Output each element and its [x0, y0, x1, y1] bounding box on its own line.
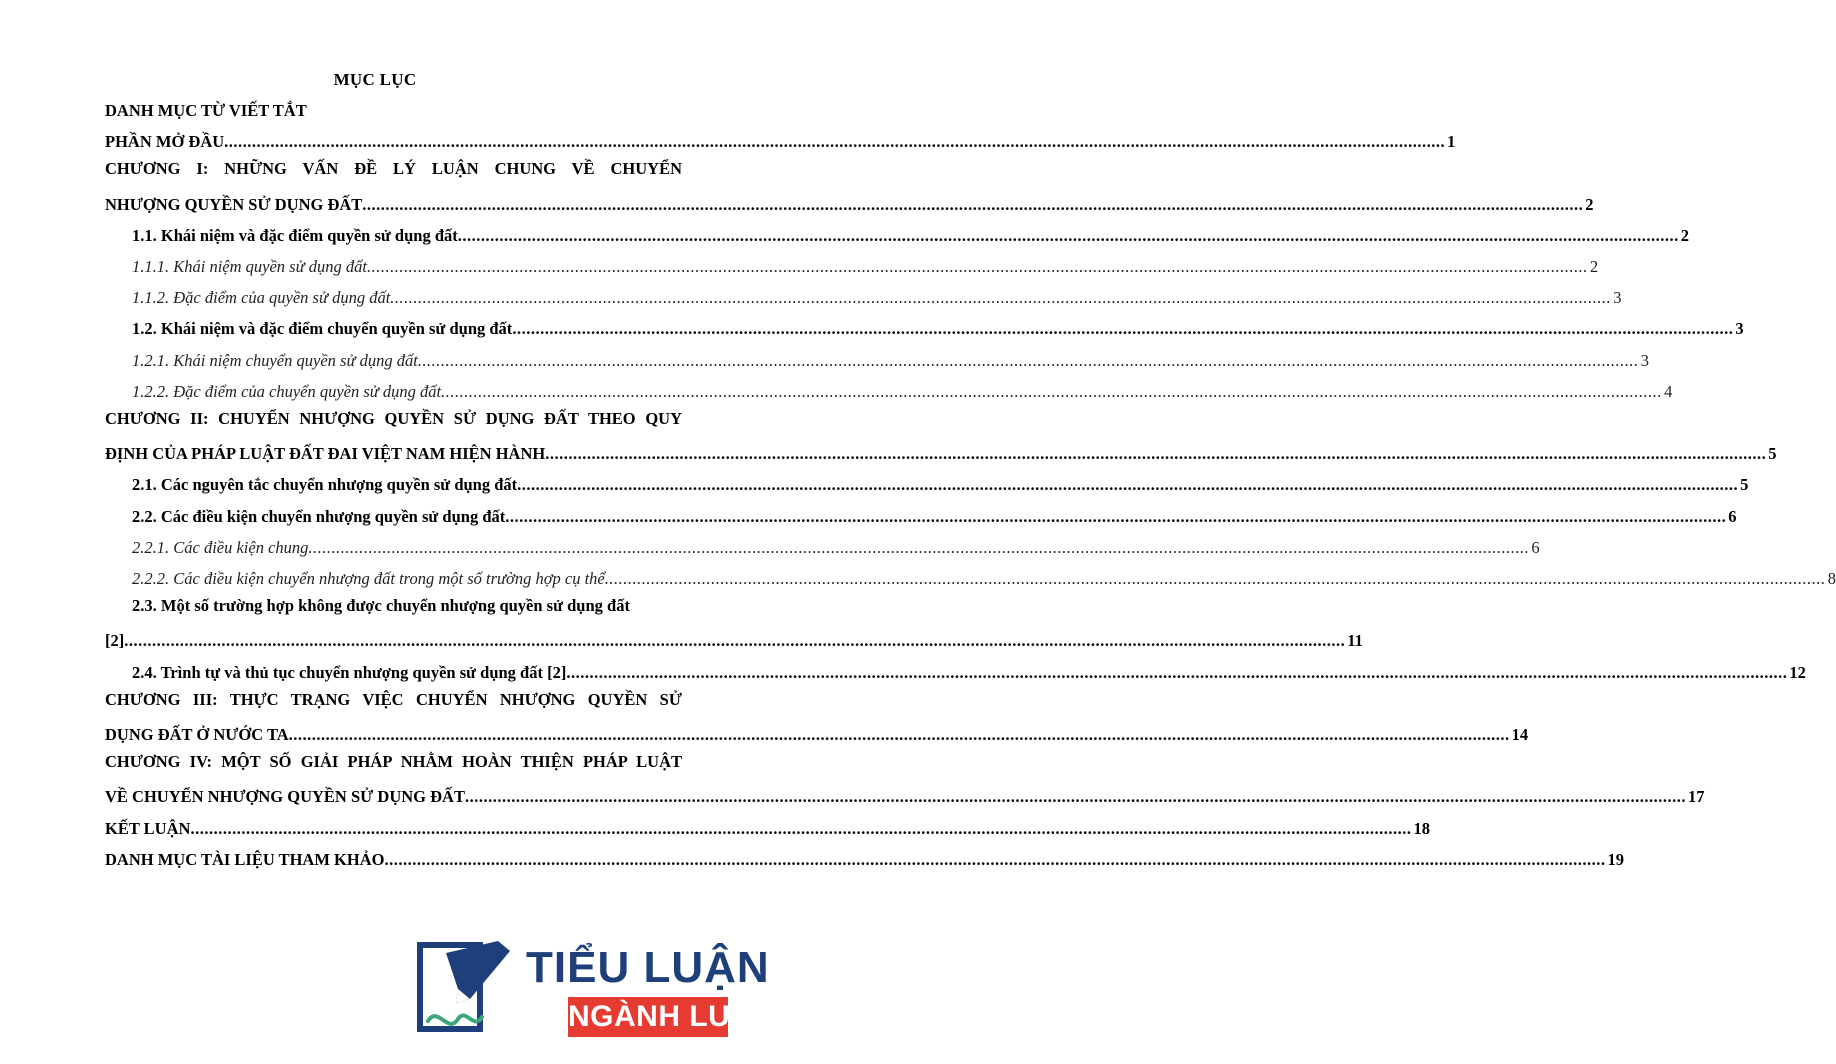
toc-dot-leader — [384, 849, 1605, 871]
toc-entry — [132, 470, 1749, 496]
toc-entry-title: 1.1.2. Đặc điểm của quyền sử dụng đất — [132, 288, 391, 308]
toc-entry — [105, 782, 1705, 808]
toc-entry-title: 2.3. Một số trường hợp không được chuyển nhượng quyền sử dụng đất — [132, 596, 630, 616]
toc-entry-title: DANH MỤC TÀI LIỆU THAM KHẢO — [105, 849, 385, 869]
toc-entry — [132, 377, 1673, 403]
toc-dot-leader — [505, 506, 1726, 528]
toc-dot-leader — [362, 194, 1583, 216]
toc-page-number: 18 — [1413, 818, 1430, 838]
toc-page-number: 4 — [1664, 381, 1673, 401]
toc-entry-title: PHẦN MỞ ĐẦU — [105, 132, 225, 152]
toc-entry — [132, 252, 1599, 278]
toc-page-number: 3 — [1640, 350, 1650, 370]
toc-entry — [132, 346, 1650, 372]
toc-page-number: 3 — [1735, 319, 1744, 339]
toc-entry-title: DANH MỤC TỪ VIẾT TẮT — [105, 101, 307, 120]
brand-logo — [418, 935, 772, 1045]
toc-entry — [132, 283, 1622, 309]
logo-text-top: TIỂU LUẬN — [526, 943, 770, 992]
toc-entry — [132, 314, 1744, 340]
toc-entry-title: NHƯỢNG QUYỀN SỬ DỤNG ĐẤT — [105, 194, 363, 214]
toc-page-number: 2 — [1680, 225, 1690, 245]
toc-page-number: 2 — [1589, 257, 1599, 276]
toc-dot-leader — [289, 724, 1510, 746]
toc-entry-title: KẾT LUẬN — [105, 818, 191, 838]
toc-entry — [105, 845, 1624, 871]
toc-entry — [132, 502, 1737, 528]
toc-entry — [105, 626, 1363, 652]
toc-dot-leader — [465, 786, 1686, 808]
toc-entry — [105, 439, 1777, 465]
toc-dot-leader — [566, 662, 1787, 684]
toc-entry-title: [2] — [105, 631, 125, 651]
toc-entry-title: 2.1. Các nguyên tắc chuyển nhượng quyền sử dụng đất — [132, 475, 518, 495]
toc-entry — [105, 814, 1430, 840]
toc-dot-leader — [441, 381, 1662, 403]
toc-entry — [105, 190, 1594, 216]
toc-page-number: 11 — [1347, 631, 1363, 651]
toc-entry-title: 1.2.2. Đặc điểm của chuyển quyền sử dụng đất — [132, 381, 442, 401]
toc-entry-title: 1.1. Khái niệm và đặc điểm quyền sử dụng đất — [132, 225, 458, 245]
toc-page-number: 14 — [1511, 725, 1529, 744]
toc-page-number: 3 — [1613, 288, 1622, 308]
toc-entry — [132, 658, 1806, 684]
toc-dot-leader — [224, 131, 1445, 153]
toc-page-number: 6 — [1531, 537, 1540, 557]
toc-dot-leader — [458, 225, 1679, 247]
toc-page-number: 17 — [1687, 787, 1705, 807]
toc-entry-title: 2.2. Các điều kiện chuyển nhượng quyền sử dụng đất — [132, 506, 506, 526]
toc-page-number: 12 — [1789, 662, 1806, 682]
toc-entry — [132, 564, 1836, 590]
toc-dot-leader — [190, 818, 1411, 840]
toc-entry-title: CHƯƠNG III: THỰC TRẠNG VIỆC CHUYỂN NHƯỢNG QUYỀN SỬ — [105, 689, 682, 709]
toc-page-number: 5 — [1768, 444, 1777, 464]
toc-entry-title: CHƯƠNG IV: MỘT SỐ GIẢI PHÁP NHẰM HOÀN THIỆN PHÁP LUẬT — [105, 752, 682, 772]
toc-dot-leader — [545, 443, 1766, 465]
toc-entry-title: 2.4. Trình tự và thủ tục chuyển nhượng quyền sử dụng đất [2] — [132, 662, 567, 682]
toc-dot-leader — [517, 474, 1738, 496]
toc-page-number: 6 — [1728, 506, 1737, 526]
toc-dot-leader — [124, 630, 1345, 652]
toc-entry — [105, 751, 682, 777]
toc-entry — [105, 127, 1456, 153]
toc-page-number: 1 — [1447, 132, 1456, 152]
toc-entry — [105, 689, 682, 715]
toc-page-number: 8 — [1827, 569, 1836, 588]
toc-dot-leader — [605, 568, 1826, 590]
toc-entry-title: VỀ CHUYỂN NHƯỢNG QUYỀN SỬ DỤNG ĐẤT — [105, 787, 465, 807]
toc-entry-title: CHƯƠNG I: NHỮNG VẤN ĐỀ LÝ LUẬN CHUNG VỀ CHUYỂN — [105, 159, 682, 179]
toc-page-number: 5 — [1740, 475, 1749, 495]
pen-nib-icon — [418, 939, 514, 1035]
toc-entry-title: 1.1.1. Khái niệm quyền sử dụng đất — [132, 257, 367, 276]
toc-entry — [105, 408, 682, 434]
toc-page-number: 2 — [1585, 194, 1594, 214]
toc-dot-leader — [367, 256, 1588, 278]
toc-entry — [132, 533, 1540, 559]
toc-entry-title: CHƯƠNG II: CHUYỂN NHƯỢNG QUYỀN SỬ DỤNG ĐẤT THEO QUY — [105, 409, 682, 428]
toc-entry-title: 1.2. Khái niệm và đặc điểm chuyển quyền sử dụng đất — [132, 319, 513, 339]
toc-dot-leader — [308, 537, 1529, 559]
toc-entry-title: 1.2.1. Khái niệm chuyển quyền sử dụng đất — [132, 350, 418, 370]
toc-entry-title: ĐỊNH CỦA PHÁP LUẬT ĐẤT ĐAI VIỆT NAM HIỆN HÀNH — [105, 444, 546, 464]
toc-entry — [105, 720, 1529, 746]
toc-entry — [132, 221, 1690, 247]
toc-dot-leader — [512, 318, 1733, 340]
toc-entry — [105, 158, 682, 184]
toc-entry-title: 2.2.2. Các điều kiện chuyển nhượng đất trong một số trường hợp cụ thể — [132, 569, 605, 588]
toc-entry — [105, 96, 682, 122]
toc-dot-leader — [390, 287, 1611, 309]
toc-page-number: 19 — [1607, 849, 1624, 869]
page-title: MỤC LỤC — [333, 70, 417, 89]
toc-dot-leader — [418, 350, 1639, 372]
logo-text-bottom: NGÀNH LUẬT — [568, 997, 728, 1037]
toc-entry-title: 2.2.1. Các điều kiện chung — [132, 537, 309, 557]
toc-entry — [132, 595, 682, 621]
toc-entry-title: DỤNG ĐẤT Ở NƯỚC TA — [105, 725, 289, 744]
